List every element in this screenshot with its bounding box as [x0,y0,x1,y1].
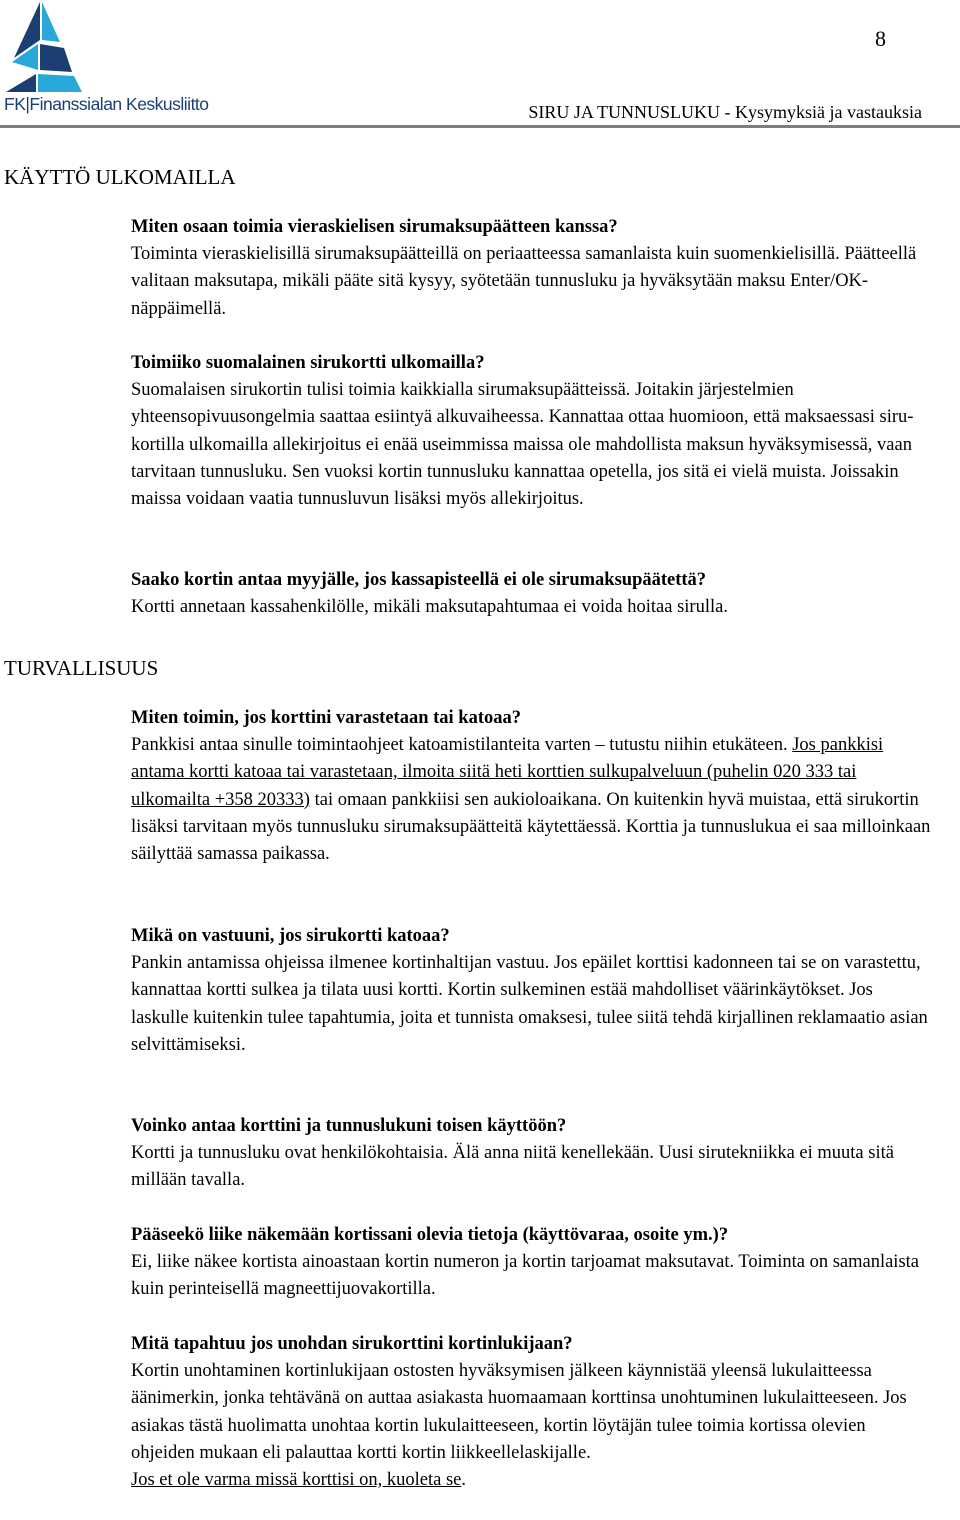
qa-item [131,1331,931,1494]
section-heading-security: TURVALLISUUS [4,656,159,680]
answer-note [131,1467,931,1494]
question: Pääseekö liike näkemään kortissani olevia tietoja (käyttövaraa, osoite ym.)? [131,1225,729,1245]
qa-item [131,214,931,323]
qa-item [131,923,931,1059]
qa-item [131,1222,931,1304]
answer: Kortin unohtaminen kortinlukijaan ostosten hyväksymisen jälkeen käynnistää yleensä lukulaitteessa äänimerkin, jonka tehtävänä on auttaa asiakasta huomaamaan korttinsa unohtuminen lukulaitteeseen. Jos asiakas tästä huolimatta unohtaa kortin lukulaitteeseen, kortin löytäjän tulee toimia kortissa olevien ohjeiden mukaan eli palauttaa kortti kortin liikkeellelaskijalle. [131,1361,907,1463]
running-header: SIRU JA TUNNUSLUKU - Kysymyksiä ja vastauksia [528,102,922,122]
qa-item [131,567,931,621]
fk-logo [2,0,209,124]
qa-item [131,1113,931,1195]
answer-text: tai omaan pankkiisi sen aukioloaikana. On kuitenkin hyvä muistaa, että sirukortin lisäksi tarvitaan myös tunnusluku sirumaksupäätteitä käytettäessä. Korttia ja tunnuslukua ei saa milloinkaan säilyttää samassa paikassa. [131,789,931,865]
section-heading-abroad: KÄYTTÖ ULKOMAILLA [4,165,236,189]
logo-text: FK|Finanssialan Keskusliitto [4,94,209,114]
answer [131,732,931,868]
answer: Pankin antamissa ohjeissa ilmenee kortinhaltijan vastuu. Jos epäilet korttisi kadonneen tai se on varastettu, kannattaa kortti sulkea ja tilata uusi kortti. Kortin sulkeminen estää mahdolliset väärinkäytökset. Jos laskulle kuitenkin tulee tapahtumia, joita et tunnista omaksesi, tulee siitä tehdä kirjallinen reklamaatio asian selvittämiseksi. [131,953,928,1055]
answer-text: Pankkisi antaa sinulle toimintaohjeet katoamistilanteita varten – tutustu niihin etukäteen. [131,735,793,756]
cancel-card-notice: Jos et ole varma missä korttisi on, kuoleta se [131,1470,462,1491]
qa-item [131,350,931,513]
question: Mikä on vastuuni, jos sirukortti katoaa? [131,926,450,946]
answer: Kortti annetaan kassahenkilölle, mikäli maksutapahtumaa ei voida hoitaa sirulla. [131,597,728,618]
fk-logo-mark-icon [2,0,92,96]
question: Toimiiko suomalainen sirukortti ulkomailla? [131,353,485,373]
question: Miten toimin, jos korttini varastetaan tai katoaa? [131,708,522,728]
question: Mitä tapahtuu jos unohdan sirukorttini kortinlukijaan? [131,1334,573,1354]
card-blocking-service-notice: Jos pankkisi antama kortti katoaa tai varastetaan, ilmoita siitä heti korttien sulkupalveluun (puhelin 020 333 tai ulkomailta +358 20333) [131,735,884,810]
header-rule [0,125,960,128]
question: Voinko antaa korttini ja tunnuslukuni toisen käyttöön? [131,1116,567,1136]
answer: Kortti ja tunnusluku ovat henkilökohtaisia. Älä anna niitä kenellekään. Uusi sirutekniikka ei muuta sitä millään tavalla. [131,1143,894,1191]
question: Miten osaan toimia vieraskielisen sirumaksupäätteen kanssa? [131,217,618,237]
question: Saako kortin antaa myyjälle, jos kassapisteellä ei ole sirumaksupäätettä? [131,570,707,590]
answer: Ei, liike näkee kortista ainoastaan kortin numeron ja kortin tarjoamat maksutavat. Toiminta on samanlaista kuin perinteisellä magneettijuovakortilla. [131,1252,919,1300]
answer: Toiminta vieraskielisillä sirumaksupäätteillä on periaatteessa samanlaista kuin suomenkielisillä. Päätteellä valitaan maksutapa, mikäli pääte sitä kysyy, syötetään tunnusluku ja hyväksytään maksu Enter/OK-näppäimellä. [131,244,917,319]
qa-item [131,705,931,868]
page-number: 8 [875,26,886,51]
answer-text: . [461,1470,466,1491]
answer: Suomalaisen sirukortin tulisi toimia kaikkialla sirumaksupäätteissä. Joitakin järjestelmien yhteensopivuusongelmia saattaa esiintyä alkuvaiheessa. Kannattaa ottaa huomioon, että maksaessasi siru-kortilla ulkomailla allekirjoitus ei enää useimmissa maissa ole mahdollista maksun hyväksymisessä, vaan tarvitaan tunnusluku. Sen vuoksi kortin tunnusluku kannattaa opetella, jos sitä ei vielä muista. Joissakin maissa voidaan vaatia tunnusluvun lisäksi myös allekirjoitus. [131,380,914,510]
